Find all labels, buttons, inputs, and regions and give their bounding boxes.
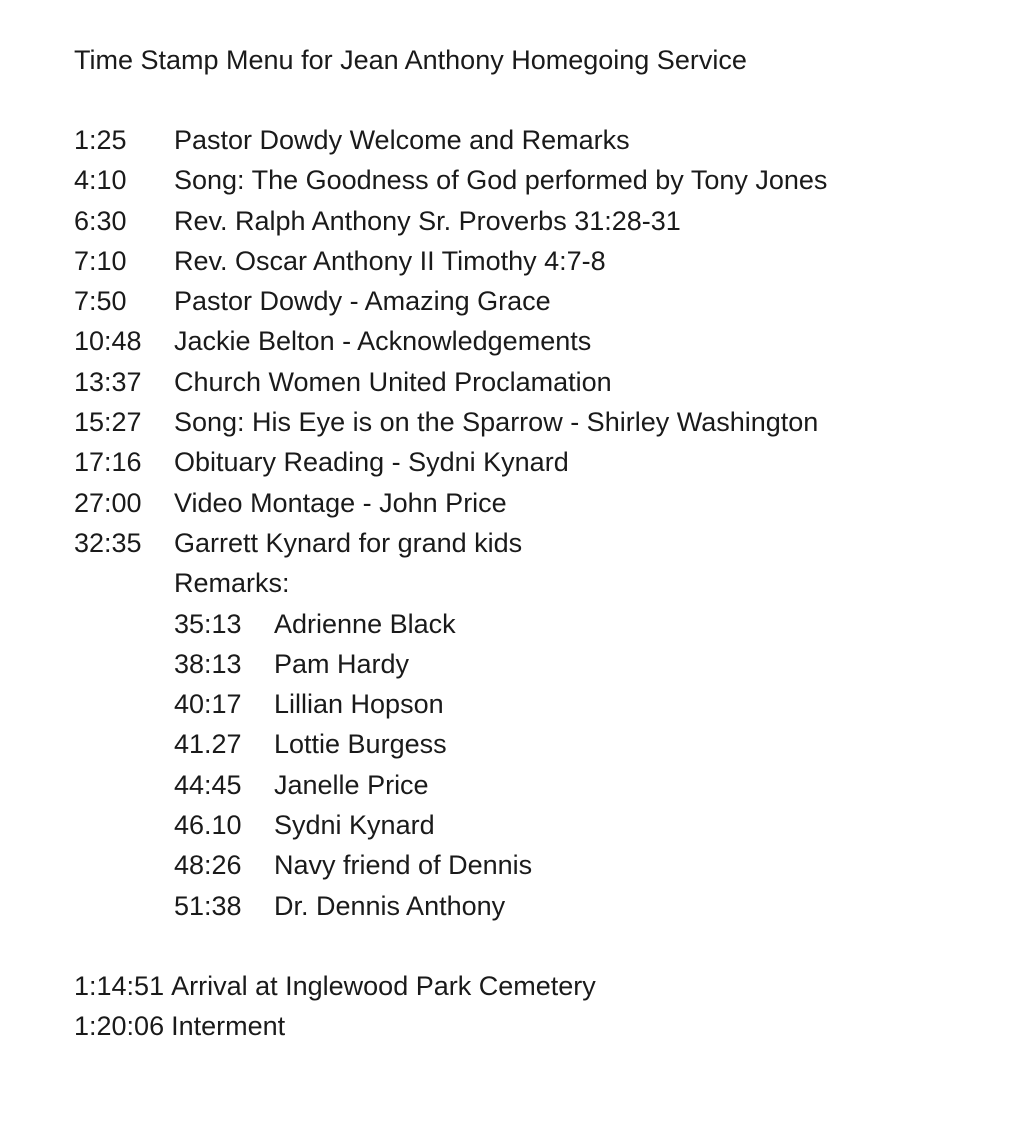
timestamp: 40:17 (174, 689, 242, 720)
program-item: Pastor Dowdy Welcome and Remarks (174, 125, 630, 155)
remarks-section (74, 563, 994, 926)
timestamp: 4:10 (74, 165, 127, 196)
speaker-name: Sydni Kynard (274, 810, 435, 841)
timestamp-row (74, 201, 994, 241)
remark-row (174, 684, 994, 724)
timestamp: 17:16 (74, 447, 142, 478)
timestamp-row (74, 362, 994, 402)
program-item: Obituary Reading - Sydni Kynard (174, 447, 569, 478)
speaker-name: Pam Hardy (274, 648, 410, 679)
timestamp-row (74, 120, 994, 160)
remark-row (174, 604, 994, 644)
remark-row (174, 644, 994, 684)
timestamp-row (74, 321, 994, 361)
timestamp: 38:13 (174, 648, 242, 679)
timestamp: 13:37 (74, 366, 142, 397)
timestamp-row (74, 1006, 994, 1046)
program-item: Video Montage - John Price (174, 487, 507, 518)
timestamp: 27:00 (74, 487, 142, 518)
timestamp: 44:45 (174, 769, 242, 800)
remarks-label: Remarks: (174, 568, 290, 599)
speaker-name: Dr. Dennis Anthony (274, 890, 506, 921)
program-item: Church Women United Proclamation (174, 366, 612, 397)
timestamp: 32:35 (74, 527, 142, 558)
timestamp: 7:10 (74, 245, 127, 276)
timestamp: 7:50 (74, 286, 127, 317)
timestamp-row (74, 281, 994, 321)
program-item: Arrival at Inglewood Park Cemetery (171, 970, 596, 1001)
timestamp: 46.10 (174, 810, 242, 841)
timestamp-row (74, 241, 994, 281)
timestamp: 41.27 (174, 729, 242, 760)
remark-row (174, 805, 994, 845)
speaker-name: Lillian Hopson (274, 689, 444, 720)
timestamp-row (74, 402, 994, 442)
timestamp: 1:14:51 (74, 970, 165, 1001)
program-item: Song: His Eye is on the Sparrow - Shirley Washington (174, 407, 819, 438)
document-page (74, 40, 994, 1047)
remark-row (174, 724, 994, 764)
timestamp-row (74, 523, 994, 563)
timestamp: 10:48 (74, 326, 142, 357)
document-title: Time Stamp Menu for Jean Anthony Homegoing Service (74, 45, 747, 75)
remark-row (174, 845, 994, 885)
cemetery-section (74, 966, 994, 1047)
timestamp: 35:13 (174, 608, 242, 639)
timestamp: 6:30 (74, 205, 127, 236)
program-item: Jackie Belton - Acknowledgements (174, 326, 592, 357)
program-item: Pastor Dowdy - Amazing Grace (174, 286, 551, 317)
timestamp: 1:25 (74, 125, 127, 155)
program-item: Interment (171, 1011, 286, 1042)
program-item: Rev. Ralph Anthony Sr. Proverbs 31:28-31 (174, 205, 681, 236)
speaker-name: Lottie Burgess (274, 729, 447, 760)
timestamp-list (74, 120, 994, 926)
timestamp: 48:26 (174, 850, 242, 881)
timestamp-row (74, 160, 994, 200)
speaker-name: Janelle Price (274, 769, 429, 800)
program-item: Rev. Oscar Anthony II Timothy 4:7-8 (174, 245, 606, 276)
timestamp-row (74, 483, 994, 523)
remark-row (174, 765, 994, 805)
timestamp: 1:20:06 (74, 1011, 165, 1042)
timestamp: 15:27 (74, 407, 142, 438)
speaker-name: Navy friend of Dennis (274, 850, 533, 881)
program-item: Garrett Kynard for grand kids (174, 527, 523, 558)
remarks-label-row (174, 563, 994, 603)
timestamp: 51:38 (174, 890, 242, 921)
timestamp-row (74, 966, 994, 1006)
program-item: Song: The Goodness of God performed by Tony Jones (174, 165, 828, 196)
remark-row (174, 886, 994, 926)
timestamp-row (74, 442, 994, 482)
speaker-name: Adrienne Black (274, 608, 456, 639)
